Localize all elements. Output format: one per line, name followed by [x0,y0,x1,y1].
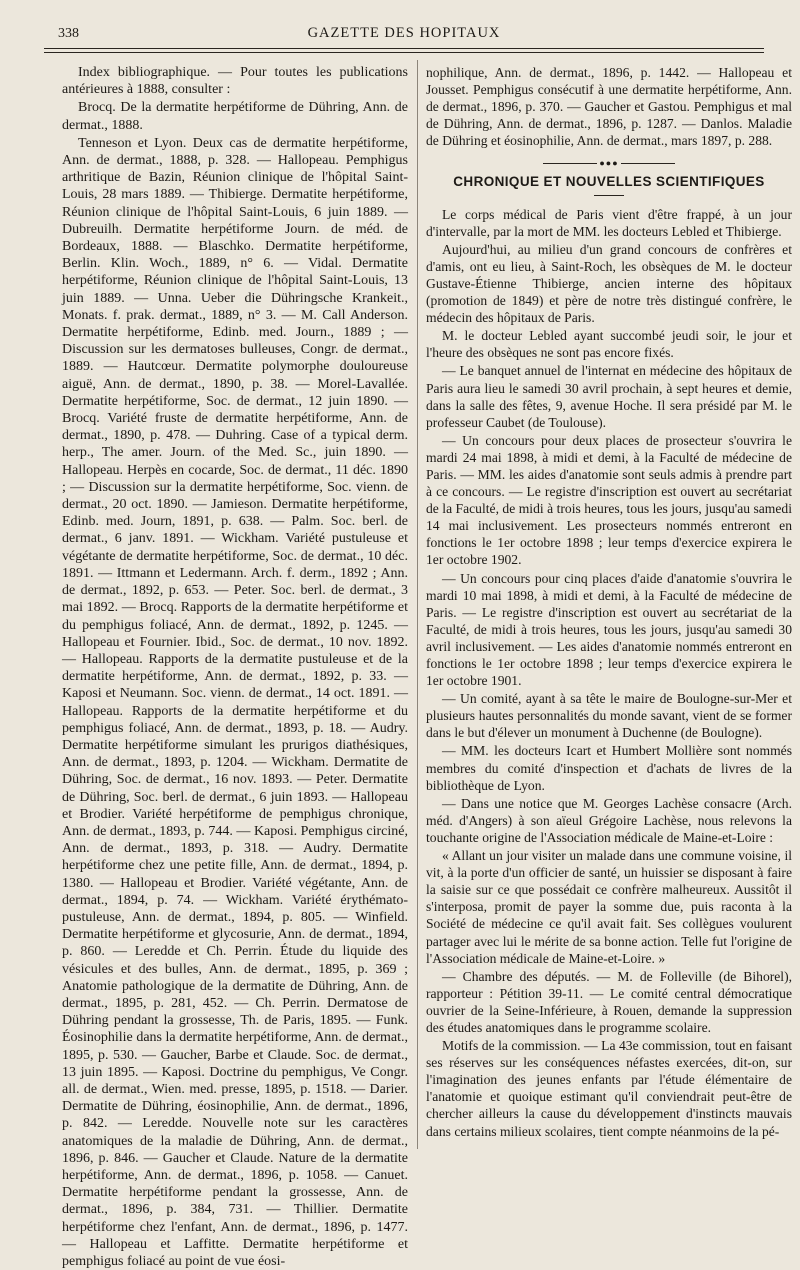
page-header [44,22,764,46]
header-rule [44,48,764,49]
news-paragraph: M. le docteur Lebled ayant succombé jeudi soir, le jour et l'heure des obsèques ne sont pas encore fixés. [426,328,792,361]
section-title: CHRONIQUE ET NOUVELLES SCIENTIFIQUES [453,174,765,190]
news-paragraph: Motifs de la commission. — La 43e commission, tout en faisant ses réserves sur les conséquences néfastes exercées, dit-on, sur l'imagination des jeunes enfants par l'étude élémentaire de l'anatomie et quoique estimant qu'il conviendrait peut-être de chercher ailleurs la cause du développement d'instincts mauvais dans certains milieux scolaires, tient compte néanmoins de la pé- [426,1038,792,1139]
news-paragraph: « Allant un jour visiter un malade dans une commune voisine, il vit, à la porte d'un officier de santé, un huissier se disposant à faire la saisie sur ce que possédait ce confrère malheureux. Aussitôt il s'interposa, promit de payer la somme due, puis raconta à la Société de médecine ce qu'il avait fait. Ses collègues voulurent partager avec lui le mérite de sa bonne action. Telle fut l'origine de l'Association médicale de Maine-et-Loire. » [426,848,792,966]
right-column [426,64,792,1147]
bibliography-continuation: nophilique, Ann. de dermat., 1896, p. 1442. — Hallopeau et Jousset. Pemphigus consécutif à une dermatite herpétiforme, Ann. de dermat., 1896, p. 370. — Gaucher et Gastou. Pemphigus et mal de Dühring, Ann. de dermat., 1896, p. 1287. — Danlos. Maladie de Dühring et éosinophilie, Ann. de dermat., mars 1897, p. 288. [426,65,792,149]
news-paragraph: — Chambre des députés. — M. de Folleville (de Bihorel), rapporteur : Pétition 39-11. — Le comité central démocratique ouvrier de la Seine-Inférieure, à Rouen, demande la suppression des études anatomiques dans le programme scolaire. [426,968,792,1035]
page-number: 338 [58,26,79,41]
bibliography-paragraph: Tenneson et Lyon. Deux cas de dermatite herpétiforme, Ann. de dermat., 1888, p. 328. — Hallopeau. Pemphigus arthritique de Bazin, Réunion clinique de l'hôpital Saint-Louis, 28 mars 1889. — Thibierge. Dermatite herpétiforme, Réunion clinique de l'hôpital Saint-Louis, 6 juin 1889. — Dubreuilh. Dermatite herpétiforme Journ. de méd. de Bordeaux, 1888. — Blaschko. Dermatite herpétiforme, Berlin. Klin. Woch., 1889, n° 6. — Vidal. Dermatite herpétiforme, Réunion clinique de l'hôpital Saint-Louis, 13 juin 1889. — Unna. Ueber die Dühringsche Krankeit., Monats. f. prak. dermat., 1889, n° 3. — M. Call Anderson. Dermatite herpétiforme, Edinb. med. Journ., 1889 ; — Discussion sur les dermatoses bulleuses, Congr. de dermat., 1889. — Hautcœur. Dermatite polymorphe douloureuse aiguë, Ann. de dermat., 1890, p. 38. — Morel-Lavallée. Dermatite herpétiforme, Soc. de dermat., 12 juin 1890. — Brocq. Variété fruste de dermatite herpétiforme, Ann. de dermat., 1890, p. 478. — Duhring. Case of a typical derm. herp., The amer. Journ. of the Med. Sc., juin 1890. — Hallopeau. Herpès en cocarde, Soc. de dermat., 11 déc. 1890 ; — Discussion sur la dermatite herpétiforme, Soc. vienn. de dermat., 20 oct. 1890. — Jamieson. Dermatite herpétiforme, Edinb. med. Journ, 1891, p. 638. — Palm. Soc. berl. de dermat., 6 janv. 1891. — Wickham. Variété pustuleuse et végétante de dermatite herpétiforme, Soc. de dermat., 10 déc. 1891. — Ittmann et Ledermann. Arch. f. derm., 1892 ; Ann. de dermat., 1892, p. 653. — Peter. Soc. berl. de dermat., 3 mai 1892. — Brocq. Rapports de la dermatite herpétiforme et du pemphigus foliacé, Ann. de dermat., 1892, p. 1245. — Hallopeau et Fournier. Ibid., Soc. de dermat., 10 nov. 1892. — Hallopeau. Rapports de la dermatite pustuleuse et de la dermatite herpétiforme, Ann. de dermat., 1892, p. 33. — Kaposi et Neumann. Soc. vienn. de dermat., 14 oct. 1891. — Hallopeau. Rapports de la dermatite herpétiforme et du pemphigus foliacé, Ann. de dermat., 1893, p. 18. — Audry. Dermatite herpétiforme simulant les prurigos diathésiques, Ann. de dermat., 1893, p. 1204. — Wickham. Dermatite de Dühring, Soc. de dermat., 16 nov. 1893. — Peter. Dermatite de Dühring, Soc. berl. de dermat., 6 juin 1893. — Hallopeau et Brodier. Variété herpétiforme de pemphigus chronique, Ann. de dermat., 1893, p. 744. — Kaposi. Pemphigus circiné, Ann. de dermat., 1893, p. 318. — Audry. Dermatite herpétiforme chez une petite fille, Ann. de dermat., 1894, p. 1380. — Hallopeau et Brodier. Variété végétante, Ann. de dermat., 1894, p. 74. — Wickham. Variété érythémato-pustuleuse, Ann. de dermat., 1894, p. 805. — Winfield. Dermatite herpétiforme et glycosurie, Ann. de dermat., 1894, p. 860. — Leredde et Ch. Perrin. Étude du liquide des vésicules et des bulles, Ann. de dermat., 1895, p. 369 ; Anatomie pathologique de la dermatite de Dühring, Ann. de dermat., 1895, p. 281, 452. — Ch. Perrin. Dermatose de Dühring pendant la grossesse, Th. de Paris, 1895. — Funk. Éosinophilie dans la dermatite herpétiforme, Ann. de dermat., 1895, p. 530. — Gaucher, Barbe et Claude. Soc. de dermat., 13 juin 1895. — Kaposi. Doctrine du pemphigus, Ve Congr. all. de dermat., Wien. med. presse, 1895, p. 1518. — Darier. Dermatite de Dühring, éosinophilie, Ann. de dermat., 1896, p. 842. — Leredde. Nouvelle note sur les caractères anatomiques de la maladie de Dühring, Ann. de dermat., 1896, p. 846. — Gaucher et Claude. Nature de la dermatite herpétiforme, Ann. de dermat., 1896, p. 1058. — Canuet. Dermatite herpétiforme pendant la grossesse, Ann. de dermat., 1896, p. 384, 731. — Thillier. Dermatite herpétiforme chez l'enfant, Ann. de dermat., 1896, p. 1477. — Hallopeau et Laffitte. Dermatite herpétiforme et pemphigus foliacé au point de vue éosi- [62,135,408,1270]
running-title: GAZETTE DES HOPITAUX [307,25,501,41]
title-underline [594,195,624,196]
bibliography-paragraph: Index bibliographique. — Pour toutes les publications antérieures à 1888, consulter : [62,65,408,98]
left-column [62,64,408,1270]
news-paragraph: — Un concours pour cinq places d'aide d'anatomie s'ouvrira le mardi 10 mai 1898, à midi et demi, à la Faculté de médecine de Paris. — Le registre d'inscription est ouvert au secrétariat de la Faculté, de midi à trois heures, tous les jours, jusqu'au samedi 30 avril inclusivement. — Les aides d'anatomie nommés entreront en fonctions le 1er octobre 1898 ; leur temps d'exercice expirera le 1er octobre 1901. [426,570,792,689]
column-divider [417,60,418,1149]
news-paragraph: — Dans une notice que M. Georges Lachèse consacre (Arch. méd. d'Angers) à son aïeul Grégoire Lachèse, nous relevons la touchante origine de l'Association médicale de Maine-et-Loire : [426,795,792,845]
news-paragraph: — Le banquet annuel de l'internat en médecine des hôpitaux de Paris aura lieu le samedi 30 avril prochain, à sept heures et demie, dans la salle des fêtes, 9, avenue Hoche. Il sera présidé par M. le professeur Caubet (de Toulouse). [426,363,792,430]
news-paragraph: — Un comité, ayant à sa tête le maire de Boulogne-sur-Mer et plusieurs hautes personnalités du monde savant, vient de se former dans le but d'élever un monument à Duchenne (de Boulogne). [426,691,792,741]
news-paragraph: Le corps médical de Paris vient d'être frappé, à un jour d'intervalle, par la mort de MM. les docteurs Lebled et Thibierge. [426,206,792,239]
bibliography-paragraph: Brocq. De la dermatite herpétiforme de Dühring, Ann. de dermat., 1888. [62,100,408,133]
news-paragraph: — MM. les docteurs Icart et Humbert Mollière sont nommés membres du comité d'inspection et d'achats de livres de la bibliothèque de Lyon. [426,743,792,793]
header-rule-thin [44,52,764,53]
section-ornament: ●●● [426,159,792,167]
news-paragraph: — Un concours pour deux places de prosecteur s'ouvrira le mardi 24 mai 1898, à midi et demi, à la Faculté de médecine de Paris. — MM. les aides d'anatomie sont seuls admis à prendre part à ce concours. — Le registre d'inscription est ouvert au secrétariat de la Faculté, de midi à trois heures, tous les jours, jusqu'au samedi 14 mai inclusivement. Les prosecteurs nommés entreront en fonctions le 1er octobre 1898 ; leur temps d'exercice expirera le 1er octobre 1902. [426,432,792,568]
news-paragraph: Aujourd'hui, au milieu d'un grand concours de confrères et d'amis, ont eu lieu, à Saint-Roch, les obsèques de M. le docteur Gustave-Étienne Thibierge, ancien interne des hôpitaux (promotion de 1849) et père de notre très distingué confrère, le médecin des hôpitaux de Paris. [426,241,792,326]
